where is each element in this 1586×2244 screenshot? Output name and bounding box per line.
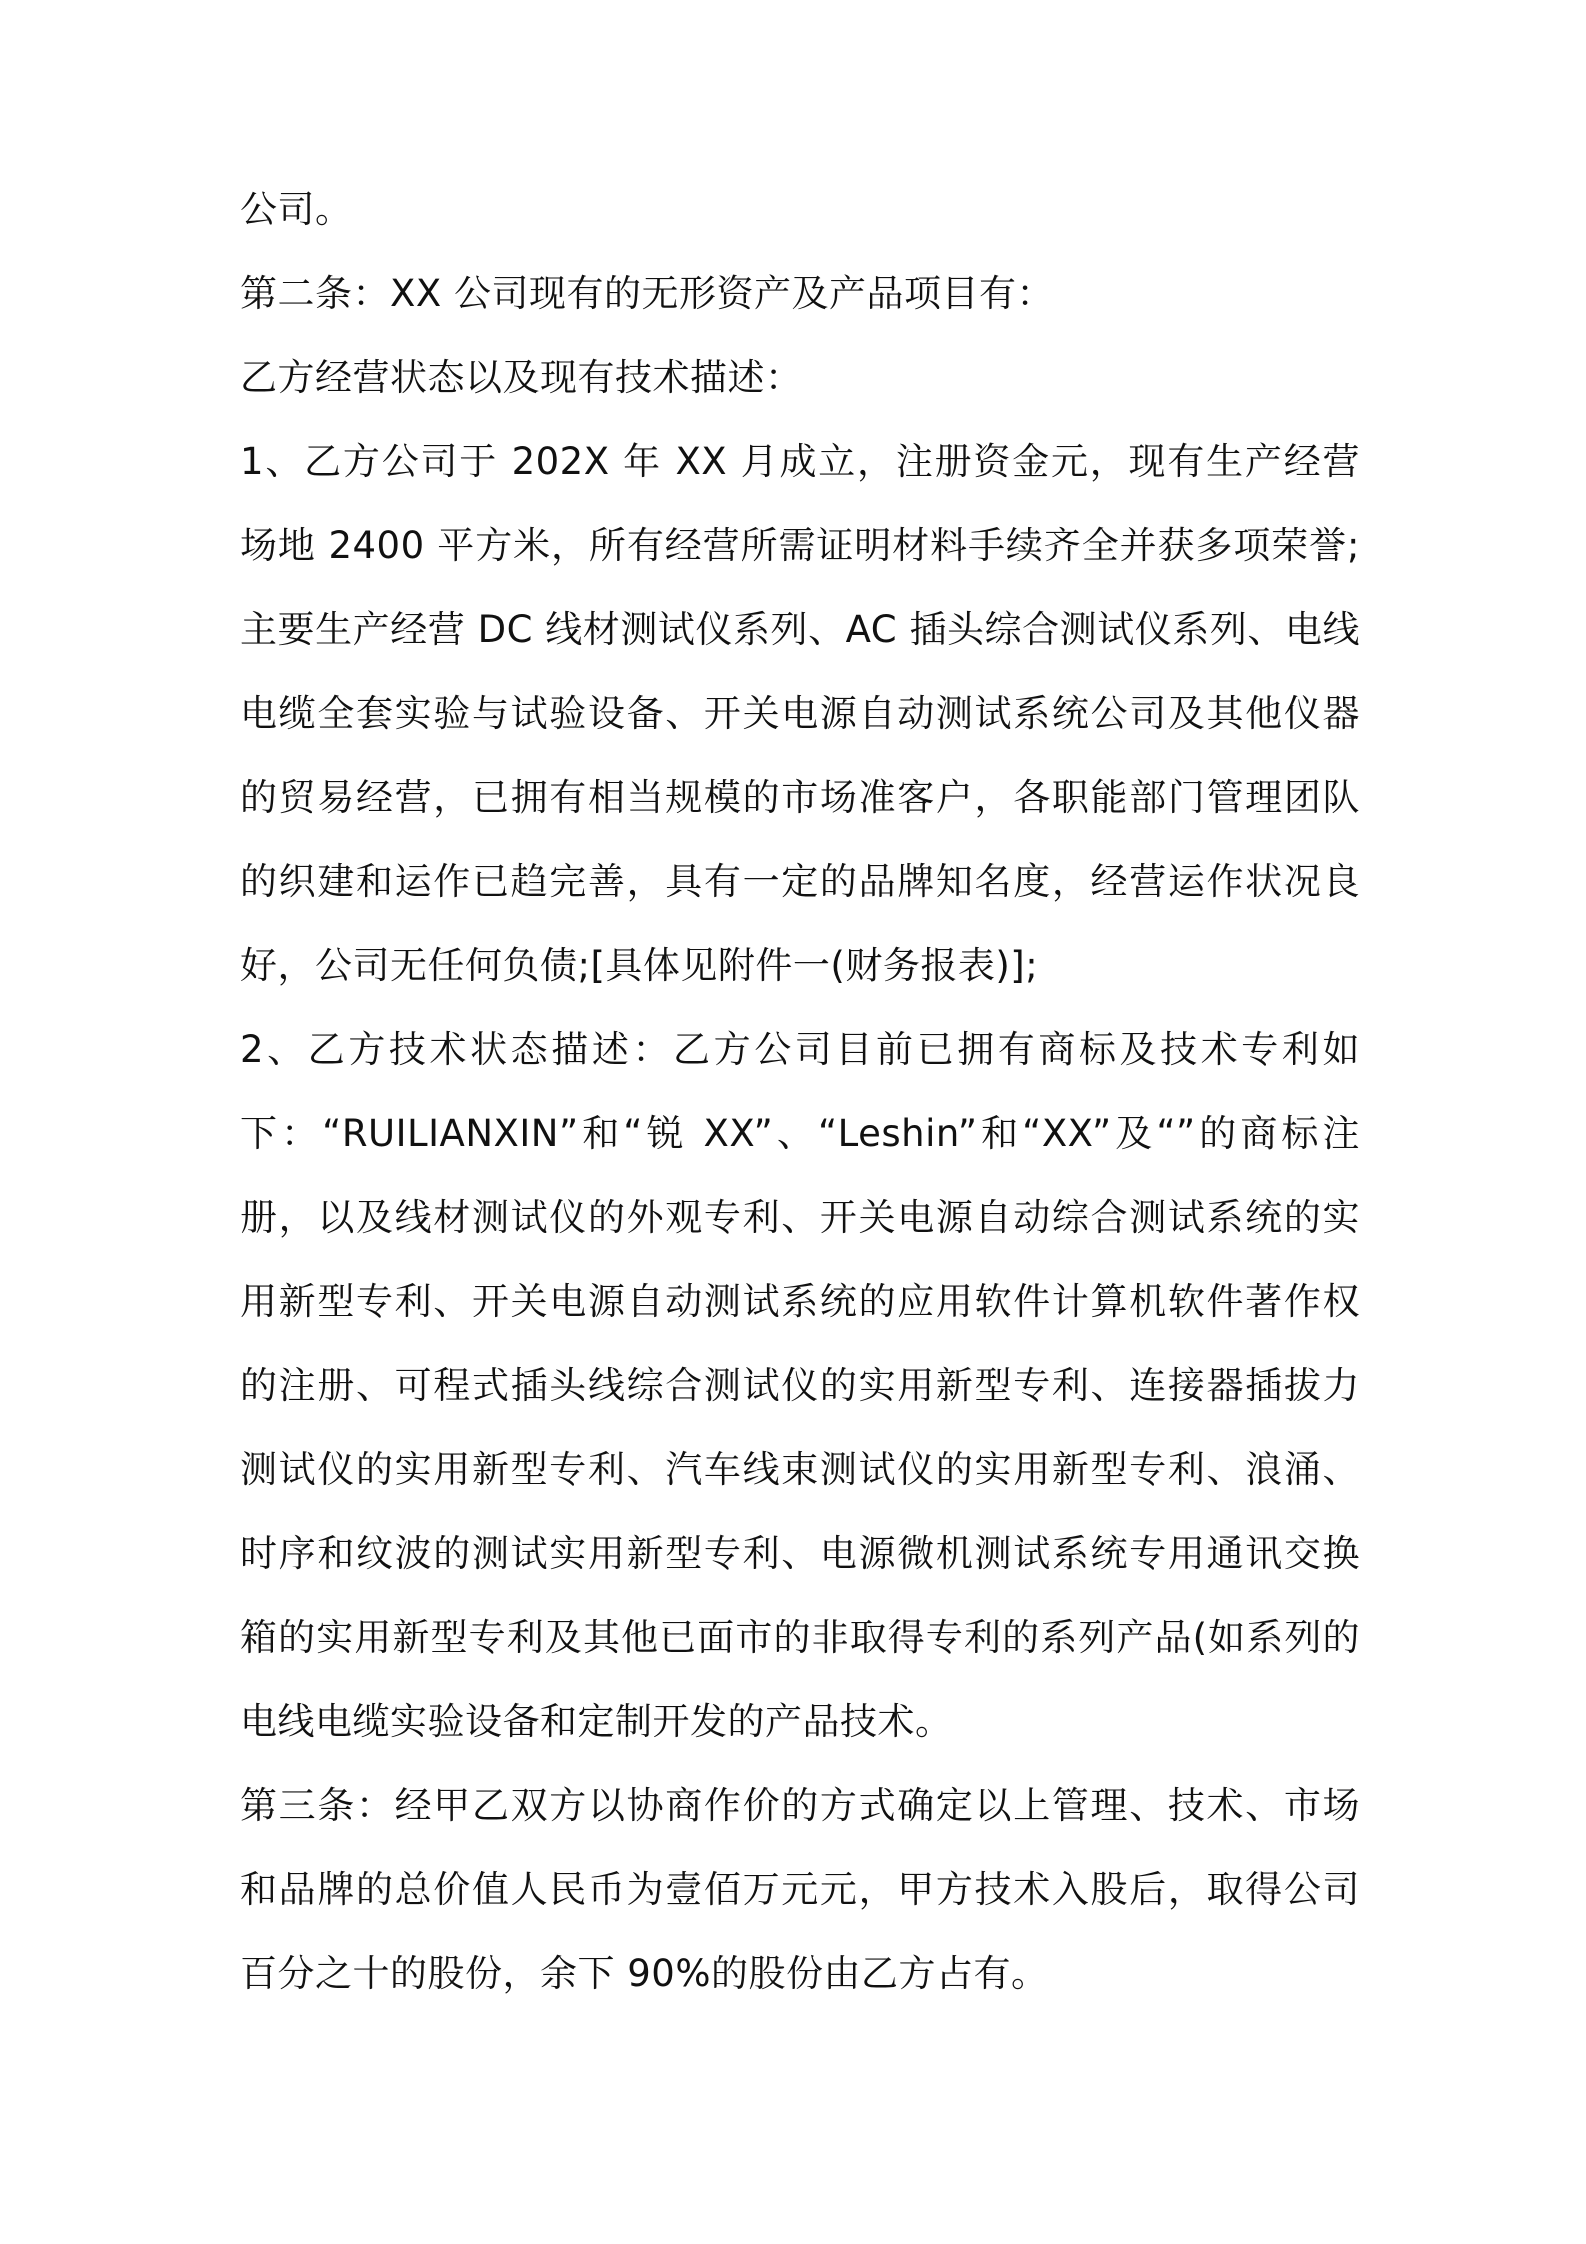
paragraph-article-three: 第三条：经甲乙双方以协商作价的方式确定以上管理、技术、市场和品牌的总价值人民币为壹佰万元元，甲方技术入股后，取得公司百分之十的股份，余下 90%的股份由乙方占有。: [240, 1784, 1360, 1995]
paragraph-party-b-status-heading: 乙方经营状态以及现有技术描述：: [240, 356, 803, 399]
paragraph-article-two: 第二条：XX 公司现有的无形资产及产品项目有：: [240, 272, 1054, 315]
paragraph-party-b-operations: 1、乙方公司于 202X 年 XX 月成立，注册资金元，现有生产经营场地 2400 平方米，所有经营所需证明材料手续齐全并获多项荣誉;主要生产经营 DC 线材测试仪系列、AC 插头综合测试仪系列、电线电缆全套实验与试验设备、开关电源自动测试系统公司及其他仪器的贸易经营，已拥有相当规模的市场准客户，各职能部门管理团队的织建和运作已趋完善，具有一定的品牌知名度，经营运作状况良好，公司无任何负债;[具体见附件一(财务报表)];: [240, 440, 1360, 987]
paragraph-party-b-technology: 2、乙方技术状态描述：乙方公司目前已拥有商标及技术专利如下：“RUILIANXIN”和“锐 XX”、“Leshin”和“XX”及“”的商标注册，以及线材测试仪的外观专利、开关电源自动综合测试系统的实用新型专利、开关电源自动测试系统的应用软件计算机软件著作权的注册、可程式插头线综合测试仪的实用新型专利、连接器插拔力测试仪的实用新型专利、汽车线束测试仪的实用新型专利、浪涌、时序和纹波的测试实用新型专利、电源微机测试系统专用通讯交换箱的实用新型专利及其他已面市的非取得专利的系列产品(如系列的电线电缆实验设备和定制开发的产品技术。: [240, 1028, 1360, 1743]
document-page: [240, 168, 1360, 2016]
paragraph-company-end: 公司。: [240, 188, 353, 231]
